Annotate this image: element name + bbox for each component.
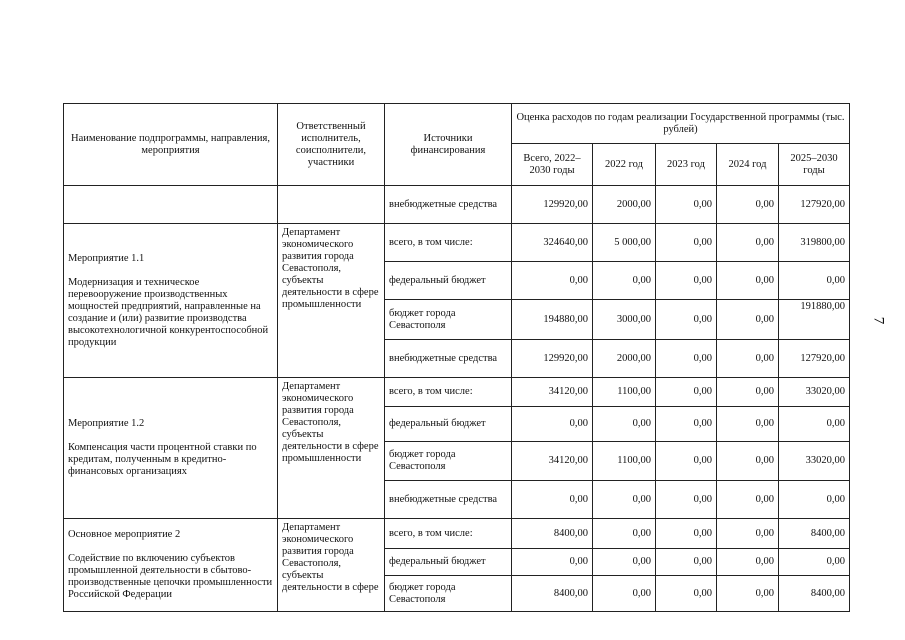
source-cell: бюджет города Севастополя — [385, 442, 512, 481]
value-cell: 0,00 — [717, 576, 779, 612]
table-row — [64, 224, 850, 262]
header-source: Источники финансирования — [385, 104, 512, 186]
table-row — [64, 519, 850, 549]
value-cell: 0,00 — [717, 481, 779, 519]
value-cell: 0,00 — [512, 549, 593, 576]
activity-description: Компенсация части процентной ставки по кредитам, полученным в кредитно-финансовых организациях — [68, 442, 257, 477]
value-cell: 5 000,00 — [593, 224, 656, 262]
value-cell: 0,00 — [779, 262, 850, 300]
header-year-2025-2030: 2025–2030 годы — [779, 144, 850, 186]
value-cell: 127920,00 — [779, 186, 850, 224]
value-cell: 34120,00 — [512, 442, 593, 481]
source-cell: внебюджетные средства — [385, 340, 512, 378]
value-cell: 0,00 — [656, 186, 717, 224]
value-cell: 0,00 — [717, 300, 779, 340]
header-name: Наименование подпрограммы, направления, мероприятия — [64, 104, 278, 186]
value-cell: 0,00 — [593, 549, 656, 576]
header-year-2022: 2022 год — [593, 144, 656, 186]
value-cell: 3000,00 — [593, 300, 656, 340]
activity-title: Основное мероприятие 2 — [68, 529, 181, 540]
value-cell: 319800,00 — [779, 224, 850, 262]
activity-name-cell — [64, 378, 278, 519]
source-cell: бюджет города Севастополя — [385, 576, 512, 612]
value-cell: 0,00 — [593, 481, 656, 519]
activity-title: Мероприятие 1.2 — [68, 418, 145, 429]
value-cell: 0,00 — [656, 481, 717, 519]
value-cell: 1100,00 — [593, 442, 656, 481]
header-responsible: Ответственный исполнитель, соисполнители, участники — [278, 104, 385, 186]
value-cell: 194880,00 — [512, 300, 593, 340]
value-cell: 0,00 — [779, 407, 850, 442]
value-cell: 0,00 — [656, 576, 717, 612]
value-cell: 0,00 — [779, 481, 850, 519]
activity-title: Мероприятие 1.1 — [68, 252, 145, 264]
value-cell: 129920,00 — [512, 186, 593, 224]
value-cell: 0,00 — [779, 549, 850, 576]
source-cell: всего, в том числе: — [385, 519, 512, 549]
value-cell: 127920,00 — [779, 340, 850, 378]
header-year-2023: 2023 год — [656, 144, 717, 186]
value-cell: 0,00 — [593, 407, 656, 442]
value-cell: 0,00 — [717, 519, 779, 549]
value-cell: 33020,00 — [779, 378, 850, 407]
value-cell: 324640,00 — [512, 224, 593, 262]
responsible-cell: Департамент экономического развития города Севастополя, субъекты деятельности в сфере промышленности — [278, 224, 385, 378]
source-cell: федеральный бюджет — [385, 262, 512, 300]
responsible-cell: Департамент экономического развития города Севастополя, субъекты деятельности в сфере — [278, 519, 385, 612]
value-cell: 0,00 — [656, 378, 717, 407]
value-cell: 0,00 — [717, 378, 779, 407]
value-cell: 8400,00 — [512, 519, 593, 549]
value-cell: 0,00 — [593, 262, 656, 300]
value-cell: 0,00 — [656, 300, 717, 340]
source-cell: всего, в том числе: — [385, 378, 512, 407]
source-cell: федеральный бюджет — [385, 549, 512, 576]
source-cell: внебюджетные средства — [385, 481, 512, 519]
value-cell: 0,00 — [656, 549, 717, 576]
value-cell: 0,00 — [512, 481, 593, 519]
value-cell: 191880,00 — [779, 300, 850, 340]
activity-name-cell — [64, 224, 278, 378]
value-cell: 1100,00 — [593, 378, 656, 407]
value-cell: 0,00 — [717, 186, 779, 224]
value-cell: 0,00 — [593, 576, 656, 612]
empty-cell — [64, 186, 278, 224]
activity-description: Содействие по включению субъектов промышленной деятельности в сбытово-производственные цепочки промышленности Российской Федерации — [68, 553, 273, 600]
value-cell: 0,00 — [656, 442, 717, 481]
value-cell: 8400,00 — [779, 576, 850, 612]
header-costs: Оценка расходов по годам реализации Государственной программы (тыс. рублей) — [512, 104, 850, 144]
budget-table — [63, 103, 850, 612]
value-cell: 33020,00 — [779, 442, 850, 481]
responsible-cell: Департамент экономического развития города Севастополя, субъекты деятельности в сфере промышленности — [278, 378, 385, 519]
value-cell: 0,00 — [717, 340, 779, 378]
header-year-2024: 2024 год — [717, 144, 779, 186]
value-cell: 0,00 — [717, 262, 779, 300]
value-cell: 0,00 — [717, 407, 779, 442]
source-cell: бюджет города Севастополя — [385, 300, 512, 340]
value-cell: 0,00 — [656, 224, 717, 262]
page-number: 7 — [870, 316, 887, 325]
value-cell: 0,00 — [656, 519, 717, 549]
value-cell: 2000,00 — [593, 186, 656, 224]
empty-cell — [278, 186, 385, 224]
activity-description: Модернизация и техническое перевооружение производственных мощностей предприятий, направленные на создание и (или) развитие производства высокотехнологичной конкурентоспособной продукции — [68, 276, 269, 348]
value-cell: 2000,00 — [593, 340, 656, 378]
header-year-total: Всего, 2022–2030 годы — [512, 144, 593, 186]
table-row — [64, 378, 850, 407]
value-cell: 0,00 — [717, 224, 779, 262]
value-cell: 0,00 — [656, 407, 717, 442]
value-cell: 0,00 — [656, 340, 717, 378]
value-cell: 34120,00 — [512, 378, 593, 407]
value-cell: 0,00 — [512, 407, 593, 442]
value-cell: 8400,00 — [779, 519, 850, 549]
value-cell: 0,00 — [717, 442, 779, 481]
table-row — [64, 186, 850, 224]
source-cell: внебюджетные средства — [385, 186, 512, 224]
activity-name-cell — [64, 519, 278, 612]
source-cell: федеральный бюджет — [385, 407, 512, 442]
value-cell: 8400,00 — [512, 576, 593, 612]
value-cell: 0,00 — [656, 262, 717, 300]
source-cell: всего, в том числе: — [385, 224, 512, 262]
value-cell: 0,00 — [717, 549, 779, 576]
value-cell: 0,00 — [593, 519, 656, 549]
value-cell: 0,00 — [512, 262, 593, 300]
value-cell: 129920,00 — [512, 340, 593, 378]
